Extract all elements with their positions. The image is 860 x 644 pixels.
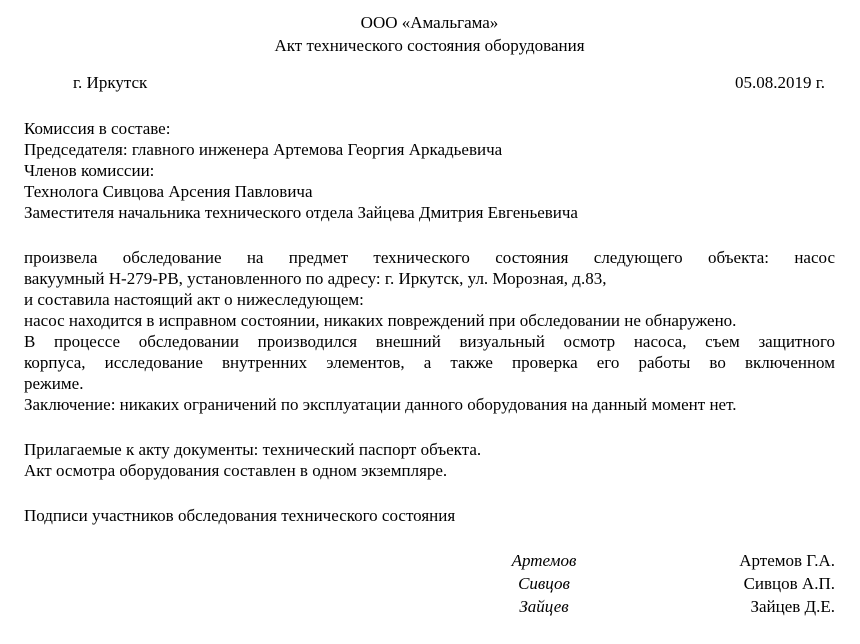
signatures-block (24, 550, 835, 619)
signatory-name: Сивцов А.П. (743, 574, 835, 593)
attachments-block (24, 439, 835, 481)
document (24, 12, 835, 619)
commission-chair: Председателя: главного инженера Артемова Георгия Аркадьевича (24, 140, 503, 159)
signatory-name: Артемов Г.А. (739, 551, 835, 570)
document-title: Акт технического состояния оборудования (274, 36, 585, 55)
findings-p4-line3: режиме. (24, 374, 84, 393)
handwritten-signature: Сивцов (518, 574, 570, 593)
commission-member: Технолога Сивцова Арсения Павловича (24, 182, 313, 201)
findings-p4-line1: В процессе обследовании производился внешний визуальный осмотр насоса, съем защитного (24, 332, 835, 351)
date: 05.08.2019 г. (734, 73, 825, 92)
signature-row (24, 550, 835, 573)
findings-block (24, 247, 835, 415)
signature-row (24, 573, 835, 596)
place: г. Иркутск (73, 73, 148, 92)
findings-p4-line2: корпуса, исследование внутренних элементов, а также проверка его работы во включенном (24, 353, 835, 372)
commission-block (24, 118, 835, 223)
signature-row (24, 596, 835, 619)
organization-name: ООО «Амальгама» (360, 13, 499, 32)
signatures-heading-block (24, 505, 835, 526)
findings-p3: насос находится в исправном состоянии, никаких повреждений при обследовании не обнаружено. (24, 311, 737, 330)
signatures-heading: Подписи участников обследования технического состояния (24, 506, 456, 525)
commission-member: Заместителя начальника технического отдела Зайцева Дмитрия Евгеньевича (24, 203, 578, 222)
signatory-name: Зайцев Д.Е. (750, 597, 835, 616)
commission-members-label: Членов комиссии: (24, 161, 155, 180)
handwritten-signature: Артемов (511, 551, 577, 570)
findings-p1-line1: произвела обследование на предмет технического состояния следующего объекта: насос (24, 248, 835, 267)
conclusion: Заключение: никаких ограничений по эксплуатации данного оборудования на данный момент нет. (24, 395, 737, 414)
findings-p2: и составила настоящий акт о нижеследующем: (24, 290, 364, 309)
findings-p1-line2: вакуумный Н-279-РВ, установленного по адресу: г. Иркутск, ул. Морозная, д.83, (24, 269, 607, 288)
copies-line: Акт осмотра оборудования составлен в одном экземпляре. (24, 461, 448, 480)
document-header (24, 12, 835, 58)
place-date-row (24, 72, 835, 94)
attachments-line: Прилагаемые к акту документы: технический паспорт объекта. (24, 440, 482, 459)
handwritten-signature: Зайцев (519, 597, 569, 616)
commission-intro: Комиссия в составе: (24, 119, 171, 138)
